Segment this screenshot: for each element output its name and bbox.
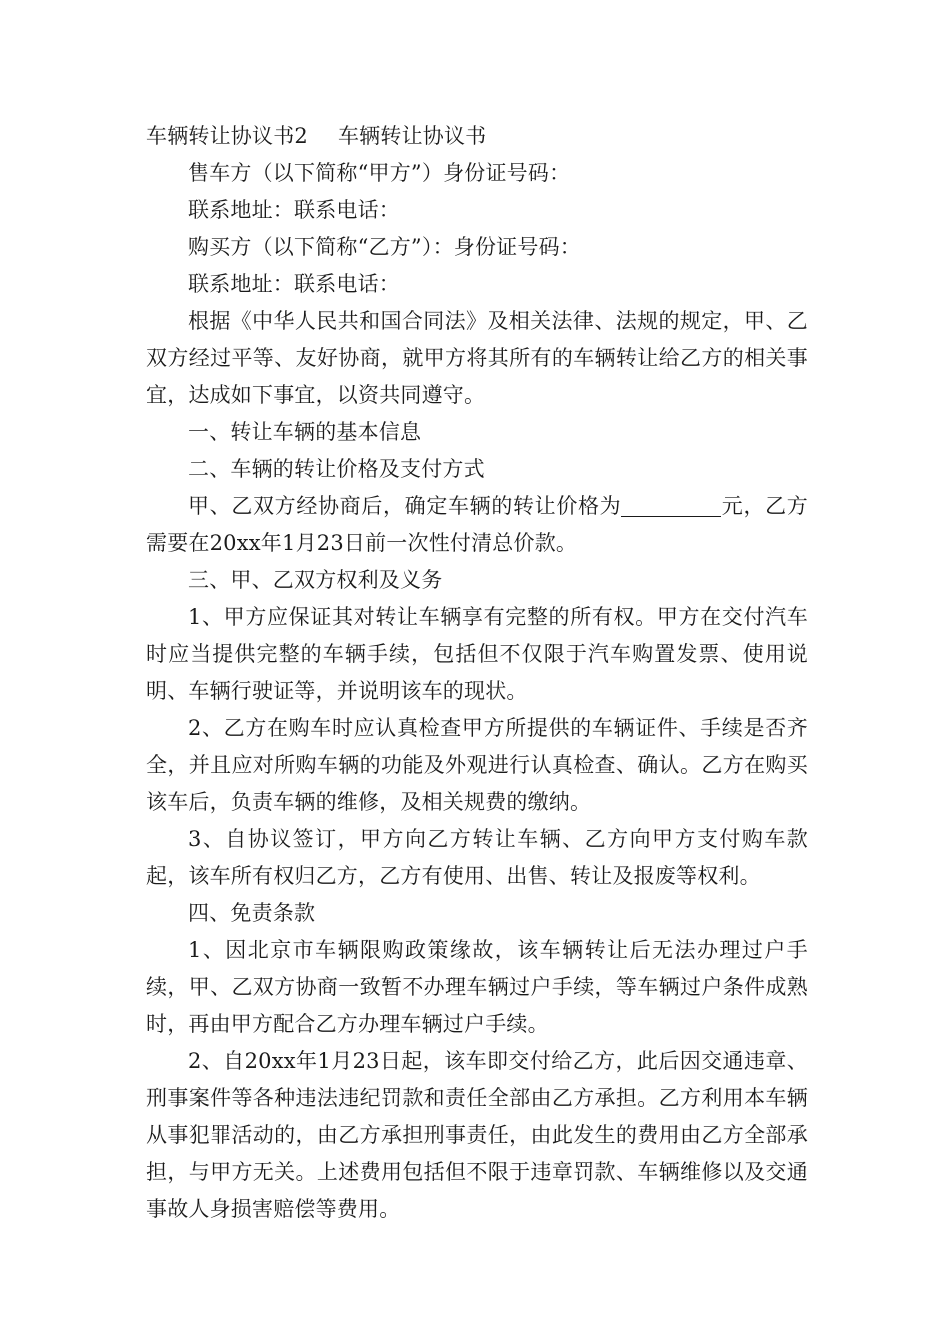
price-text-after: 元，乙方需要在20xx年1月23日前一次性付清总价款。 (146, 494, 808, 555)
preamble-paragraph: 根据《中华人民共和国合同法》及相关法律、法规的规定，甲、乙双方经过平等、友好协商，就甲方将其所有的车辆转让给乙方的相关事宜，达成如下事宜，以资共同遵守。 (146, 309, 808, 407)
section-heading-4: 四、免责条款 (188, 901, 316, 925)
clause-3-3: 3、自协议签订，甲方向乙方转让车辆、乙方向甲方支付购车款起，该车所有权归乙方，乙方有使用、出售、转让及报废等权利。 (146, 827, 808, 888)
clause-4-1: 1、因北京市车辆限购政策缘故，该车辆转让后无法办理过户手续，甲、乙双方协商一致暂不办理车辆过户手续，等车辆过户条件成熟时，再由甲方配合乙方办理车辆过户手续。 (146, 938, 808, 1036)
seller-id-line: 售车方（以下简称“甲方”）身份证号码： (188, 161, 571, 185)
price-paragraph (146, 488, 808, 562)
price-text-before: 甲、乙双方经协商后，确定车辆的转让价格为 (188, 494, 622, 518)
seller-contact-line: 联系地址：联系电话： (188, 198, 400, 222)
document-body (146, 118, 808, 1228)
buyer-contact-line: 联系地址：联系电话： (188, 272, 400, 296)
clause-4-2: 2、自20xx年1月23日起，该车即交付给乙方，此后因交通违章、刑事案件等各种违法违纪罚款和责任全部由乙方承担。乙方利用本车辆从事犯罪活动的，由乙方承担刑事责任，由此发生的费用由乙方全部承担，与甲方无关。上述费用包括但不限于违章罚款、车辆维修以及交通事故人身损害赔偿等费用。 (146, 1049, 808, 1221)
section-heading-1: 一、转让车辆的基本信息 (188, 420, 422, 444)
price-blank-field (621, 492, 721, 517)
title-right: 车辆转让协议书 (337, 124, 487, 148)
title-line (146, 118, 808, 155)
section-heading-2: 二、车辆的转让价格及支付方式 (188, 457, 485, 481)
buyer-id-line: 购买方（以下简称“乙方”）：身份证号码： (188, 235, 581, 259)
section-heading-3: 三、甲、乙双方权利及义务 (188, 568, 443, 592)
title-left: 车辆转让协议书2 (146, 124, 308, 148)
clause-3-2: 2、乙方在购车时应认真检查甲方所提供的车辆证件、手续是否齐全，并且应对所购车辆的功能及外观进行认真检查、确认。乙方在购买该车后，负责车辆的维修，及相关规费的缴纳。 (146, 716, 808, 814)
clause-3-1: 1、甲方应保证其对转让车辆享有完整的所有权。甲方在交付汽车时应当提供完整的车辆手续，包括但不仅限于汽车购置发票、使用说明、车辆行驶证等，并说明该车的现状。 (146, 605, 808, 703)
